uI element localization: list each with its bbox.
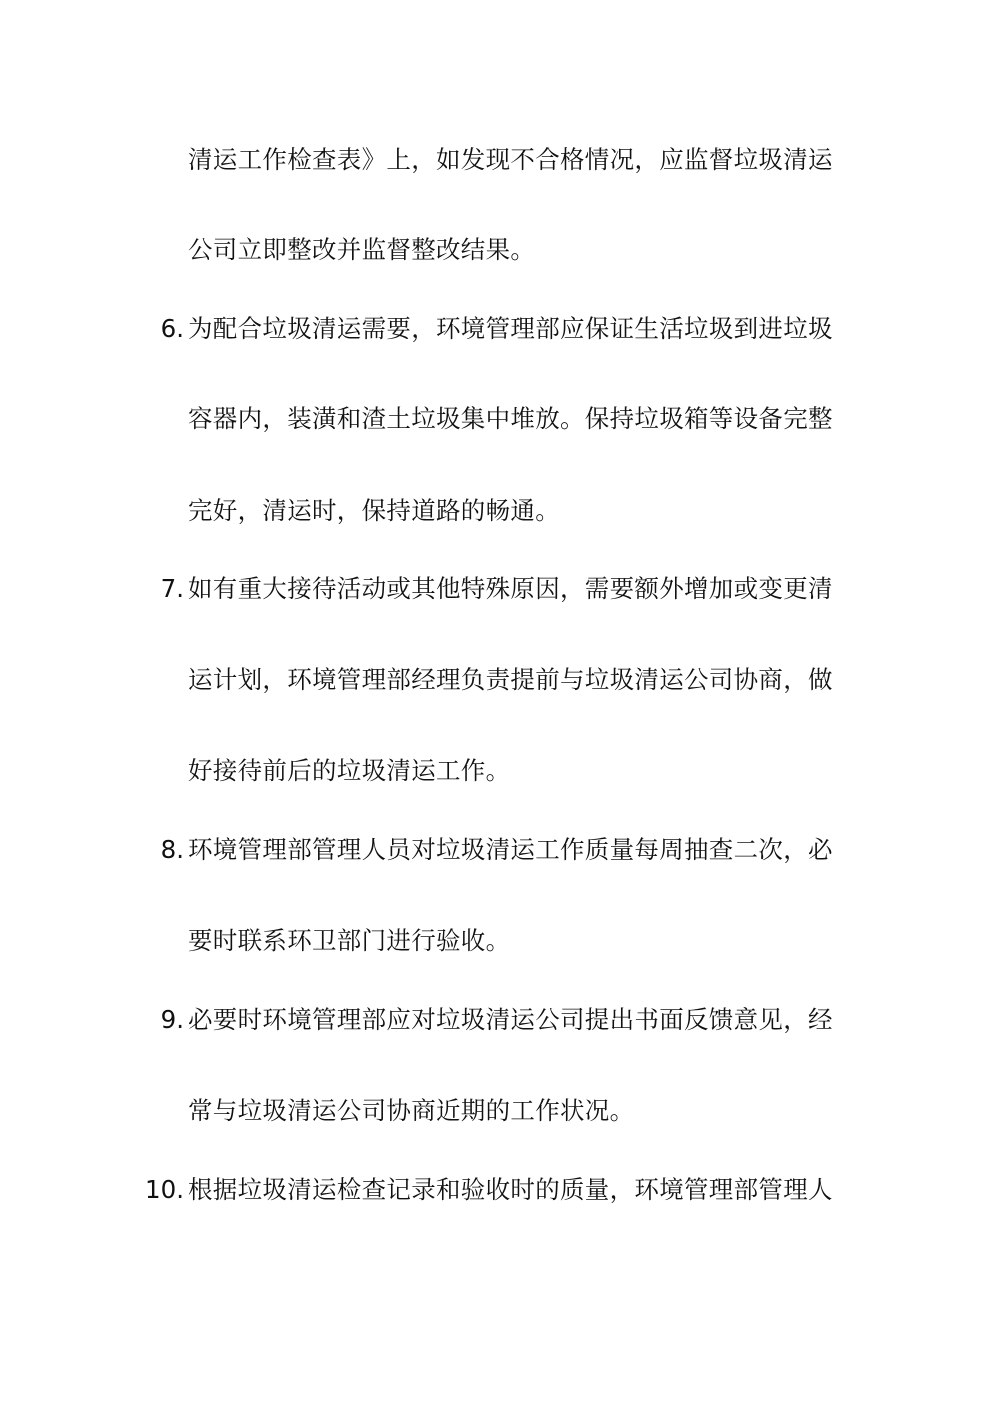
paragraph-line: 必要时环境管理部应对垃圾清运公司提出书面反馈意见，经 — [188, 1005, 833, 1034]
paragraph-line: 容器内，装潢和渣土垃圾集中堆放。保持垃圾箱等设备完整 — [188, 404, 833, 433]
item-number: 7. — [160, 574, 184, 603]
item-number: 8. — [160, 835, 184, 864]
item-number: 6. — [160, 314, 184, 343]
item-number: 9. — [160, 1005, 184, 1034]
paragraph-line: 好接待前后的垃圾清运工作。 — [188, 756, 511, 785]
paragraph-line: 环境管理部管理人员对垃圾清运工作质量每周抽查二次，必 — [188, 835, 833, 864]
paragraph-line: 公司立即整改并监督整改结果。 — [188, 235, 536, 264]
item-number: 10. — [145, 1175, 184, 1204]
paragraph-line: 清运工作检查表》上，如发现不合格情况，应监督垃圾清运 — [188, 145, 833, 174]
paragraph-line: 要时联系环卫部门进行验收。 — [188, 926, 511, 955]
paragraph-line: 完好，清运时，保持道路的畅通。 — [188, 496, 560, 525]
paragraph-line: 如有重大接待活动或其他特殊原因，需要额外增加或变更清 — [188, 574, 833, 603]
paragraph-line: 常与垃圾清运公司协商近期的工作状况。 — [188, 1096, 635, 1125]
paragraph-line: 为配合垃圾清运需要，环境管理部应保证生活垃圾到进垃圾 — [188, 314, 833, 343]
paragraph-line: 运计划，环境管理部经理负责提前与垃圾清运公司协商，做 — [188, 665, 833, 694]
paragraph-line: 根据垃圾清运检查记录和验收时的质量，环境管理部管理人 — [188, 1175, 833, 1204]
